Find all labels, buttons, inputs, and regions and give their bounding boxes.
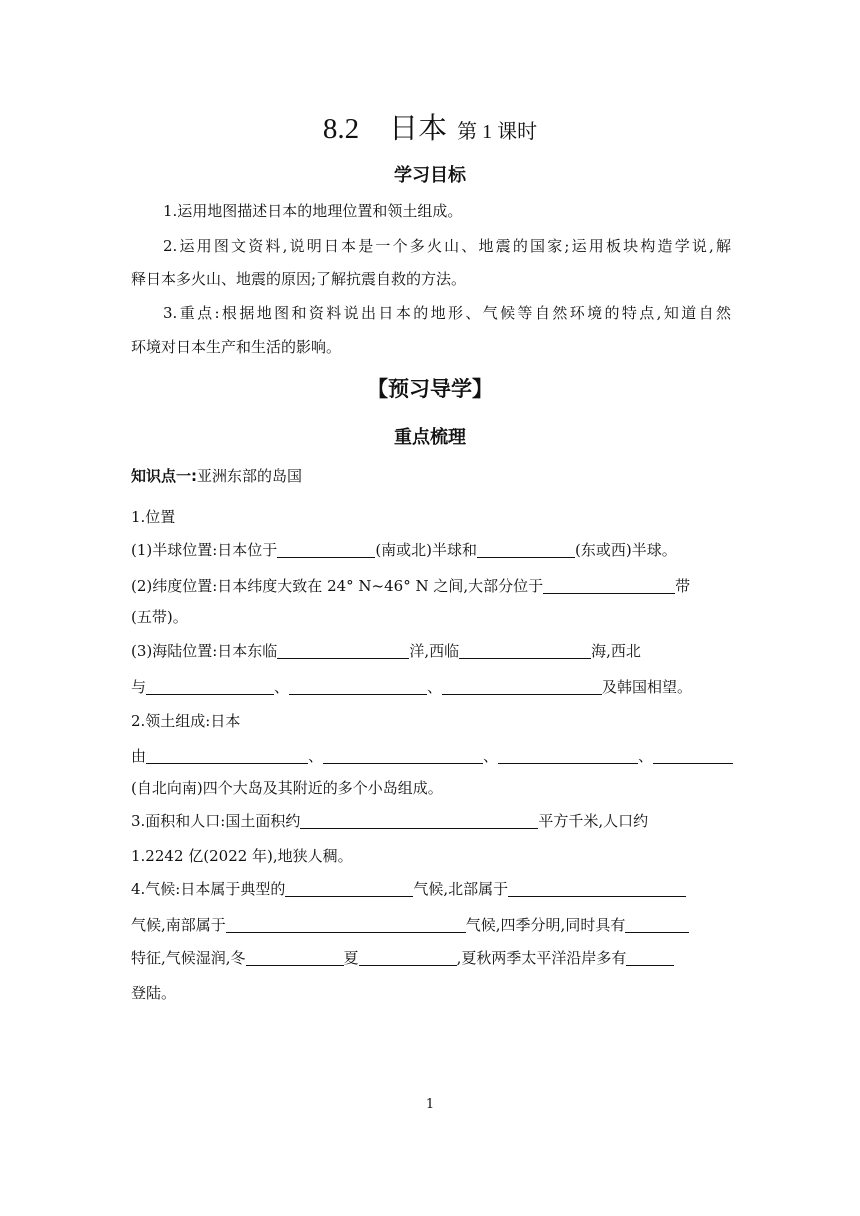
climate-text-b: 气候,北部属于 xyxy=(413,880,509,898)
q3-text-a: (3)海陆位置:日本东临 xyxy=(131,642,278,660)
title-topic: 日本 xyxy=(389,113,448,145)
territory-heading: 2.领土组成:日本 xyxy=(131,712,241,730)
q1-text-c: (东或西)半球。 xyxy=(575,541,677,559)
climate-text-d: 气候,四季分明,同时具有 xyxy=(465,916,626,934)
answer-blank[interactable] xyxy=(442,678,602,695)
territory-separator: 、 xyxy=(483,747,499,765)
answer-blank[interactable] xyxy=(226,916,466,933)
answer-blank[interactable] xyxy=(246,949,344,966)
position-q3 xyxy=(131,640,731,662)
climate-line-3 xyxy=(131,947,731,969)
q3-separator: 、 xyxy=(274,678,290,696)
answer-blank[interactable] xyxy=(146,678,274,695)
answer-blank[interactable] xyxy=(508,880,686,897)
area-text-b: 平方千米,人口约 xyxy=(538,812,649,830)
answer-blank[interactable] xyxy=(653,747,733,764)
objective-2-line-2: 释日本多火山、地震的原因;了解抗震自救的方法。 xyxy=(131,270,467,288)
climate-text-e: 特征,气候湿润,冬 xyxy=(131,949,246,967)
page-title xyxy=(0,110,860,151)
objective-3-line-2: 环境对日本生产和生活的影响。 xyxy=(131,338,342,356)
position-q1 xyxy=(131,539,731,561)
objective-1: 1.运用地图描述日本的地理位置和领土组成。 xyxy=(163,202,463,220)
territory-separator: 、 xyxy=(308,747,324,765)
climate-text-g: ,夏秋两季太平洋沿岸多有 xyxy=(456,949,627,967)
climate-line-4: 登陆。 xyxy=(131,984,177,1002)
climate-text-f: 夏 xyxy=(343,949,359,967)
territory-text-a: 由 xyxy=(131,747,147,765)
q1-text-b: (南或北)半球和 xyxy=(375,541,478,559)
q3-text-e: 及韩国相望。 xyxy=(602,678,693,696)
section-subheading: 重点梳理 xyxy=(394,427,466,448)
answer-blank[interactable] xyxy=(277,642,409,659)
answer-blank[interactable] xyxy=(626,949,674,966)
answer-blank[interactable] xyxy=(300,812,538,829)
area-line xyxy=(131,810,731,832)
climate-line-1 xyxy=(131,878,731,900)
knowledge-point-title xyxy=(131,465,731,487)
objective-2-line-1: 2.运用图文资料,说明日本是一个多火山、地震的国家;运用板块构造学说,解 xyxy=(163,237,731,255)
objective-3-line-1: 3.重点:根据地图和资料说出日本的地形、气候等自然环境的特点,知道自然 xyxy=(163,304,731,322)
answer-blank[interactable] xyxy=(285,880,413,897)
answer-blank[interactable] xyxy=(625,916,689,933)
answer-blank[interactable] xyxy=(146,747,308,764)
answer-blank[interactable] xyxy=(323,747,483,764)
territory-blanks xyxy=(131,745,731,767)
territory-cont: (自北向南)四个大岛及其附近的多个小岛组成。 xyxy=(131,779,443,797)
climate-line-2 xyxy=(131,914,731,936)
knowledge-point-text: 亚洲东部的岛国 xyxy=(197,467,303,485)
position-q3-cont xyxy=(131,676,731,698)
q3-separator: 、 xyxy=(427,678,443,696)
position-heading: 1.位置 xyxy=(131,508,176,526)
answer-blank[interactable] xyxy=(459,642,591,659)
area-text-a: 3.面积和人口:国土面积约 xyxy=(131,812,301,830)
q3-text-d: 与 xyxy=(131,678,147,696)
title-number: 8.2 xyxy=(322,113,360,145)
position-q2 xyxy=(131,575,731,597)
answer-blank[interactable] xyxy=(289,678,427,695)
climate-text-a: 4.气候:日本属于典型的 xyxy=(131,880,286,898)
answer-blank[interactable] xyxy=(477,541,575,558)
answer-blank[interactable] xyxy=(359,949,457,966)
section-heading: 【预习导学】 xyxy=(367,377,493,401)
q3-text-c: 海,西北 xyxy=(591,642,641,660)
position-q2-cont: (五带)。 xyxy=(131,608,188,626)
answer-blank[interactable] xyxy=(543,577,675,594)
answer-blank[interactable] xyxy=(498,747,638,764)
knowledge-point-label: 知识点一: xyxy=(131,467,197,485)
q2-text-b: 带 xyxy=(675,577,691,595)
climate-text-c: 气候,南部属于 xyxy=(131,916,226,934)
objectives-heading: 学习目标 xyxy=(394,165,466,186)
page-number: 1 xyxy=(425,1097,435,1112)
answer-blank[interactable] xyxy=(277,541,375,558)
q3-text-b: 洋,西临 xyxy=(409,642,460,660)
title-lesson: 第 1 课时 xyxy=(457,121,538,143)
territory-separator: 、 xyxy=(638,747,654,765)
q1-text-a: (1)半球位置:日本位于 xyxy=(131,541,278,559)
q2-text-a: (2)纬度位置:日本纬度大致在 24° N~46° N 之间,大部分位于 xyxy=(131,577,544,595)
area-cont: 1.2242 亿(2022 年),地狭人稠。 xyxy=(131,847,353,865)
